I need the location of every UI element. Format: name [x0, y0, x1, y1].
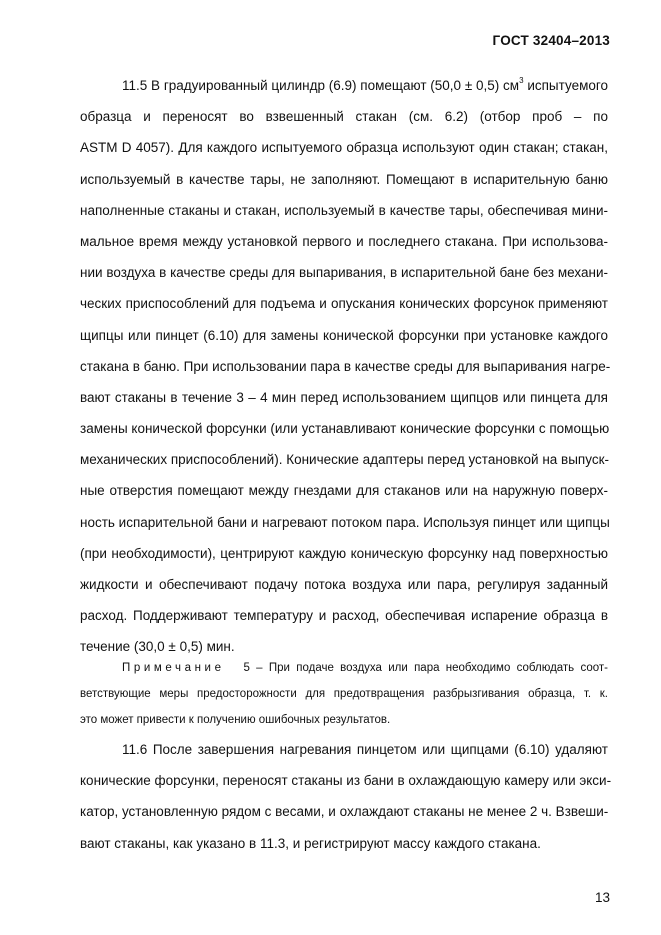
note-line: это может привести к получению ошибочных результатов.: [80, 714, 391, 726]
paragraph-line: замены конической форсунки (или устанавливают конические форсунки с помощью: [80, 421, 610, 437]
paragraph-line: 11.5 В градуированный цилиндр (6.9) помещают (50,0 ± 0,5) $см^3$ испытуемого: [122, 75, 608, 93]
paragraph-line: механических приспособлений). Конические адаптеры перед установкой на выпуск-: [80, 452, 609, 468]
paragraph-line: наполненные стаканы и стакан, используемый в качестве тары, обеспечивая мини-: [80, 202, 608, 218]
paragraph-line: вают стаканы в течение 3 – 4 мин перед использованием щипцов или пинцета для: [80, 389, 608, 405]
paragraph-line: расход. Поддерживают температуру и расход, обеспечивая испарение образца в: [80, 608, 608, 624]
paragraph-line: жидкости и обеспечивают подачу потока воздуха или пара, регулируя заданный: [80, 577, 608, 592]
paragraph-line: мальное время между установкой первого и последнего стакана. При использова-: [80, 233, 608, 249]
paragraph-line: нии воздуха в качестве среды для выпаривания, в испарительной бане без механи-: [80, 265, 608, 281]
paragraph-line: вают стаканы, как указано в 11.3, и регистрируют массу каждого стакана.: [80, 835, 541, 851]
paragraph-line: ческих приспособлений для подъема и опускания конических форсунок применяют: [80, 296, 608, 312]
paragraph-line: щипцы или пинцет (6.10) для замены конической форсунки при установке каждого: [80, 327, 608, 343]
document-header: ГОСТ 32404–2013: [492, 33, 610, 48]
paragraph-line: стакана в баню. При использовании пара в качестве среды для выпаривания нагре-: [80, 358, 611, 374]
note-line: ветствующие меры предосторожности для предотвращения разбрызгивания образца, т. к.: [80, 688, 608, 700]
page-number: 13: [594, 890, 610, 905]
note-label: Примечание: [122, 662, 225, 674]
paragraph-line: ность испарительной бани и нагревают потоком пара. Используя пинцет или щипцы: [80, 514, 610, 530]
section-11-5: [80, 70, 611, 663]
paragraph-line: используемый в качестве тары, не заполняют. Помещают в испарительную баню: [80, 171, 608, 187]
paragraph-line: ные отверстия помещают между гнездами для стаканов или на наружную поверх-: [80, 483, 608, 499]
superscript: 3: [519, 75, 524, 85]
paragraph-line: катор, установленную рядом с весами, и охлаждают стаканы не менее 2 ч. Взвеши-: [80, 804, 609, 820]
note-5: [80, 655, 608, 733]
section-11-6: [80, 734, 612, 859]
paragraph-line: образца и переносят во взвешенный стакан (см. 6.2) (отбор проб – по: [80, 109, 608, 125]
paragraph-line: 11.6 После завершения нагревания пинцетом или щипцами (6.10) удаляют: [122, 742, 608, 757]
paragraph-line: (при необходимости), центрируют каждую коническую форсунку над поверхностью: [80, 545, 608, 561]
paragraph-line: течение (30,0 ± 0,5) мин.: [80, 639, 235, 655]
paragraph-line: ASTM D 4057). Для каждого испытуемого образца используют один стакан; стакан,: [80, 140, 608, 156]
note-line: Примечание 5 – При подаче воздуха или пара необходимо соблюдать соот-: [122, 662, 608, 674]
paragraph-line: конические форсунки, переносят стаканы из бани в охлаждающую камеру или экси-: [80, 773, 612, 789]
